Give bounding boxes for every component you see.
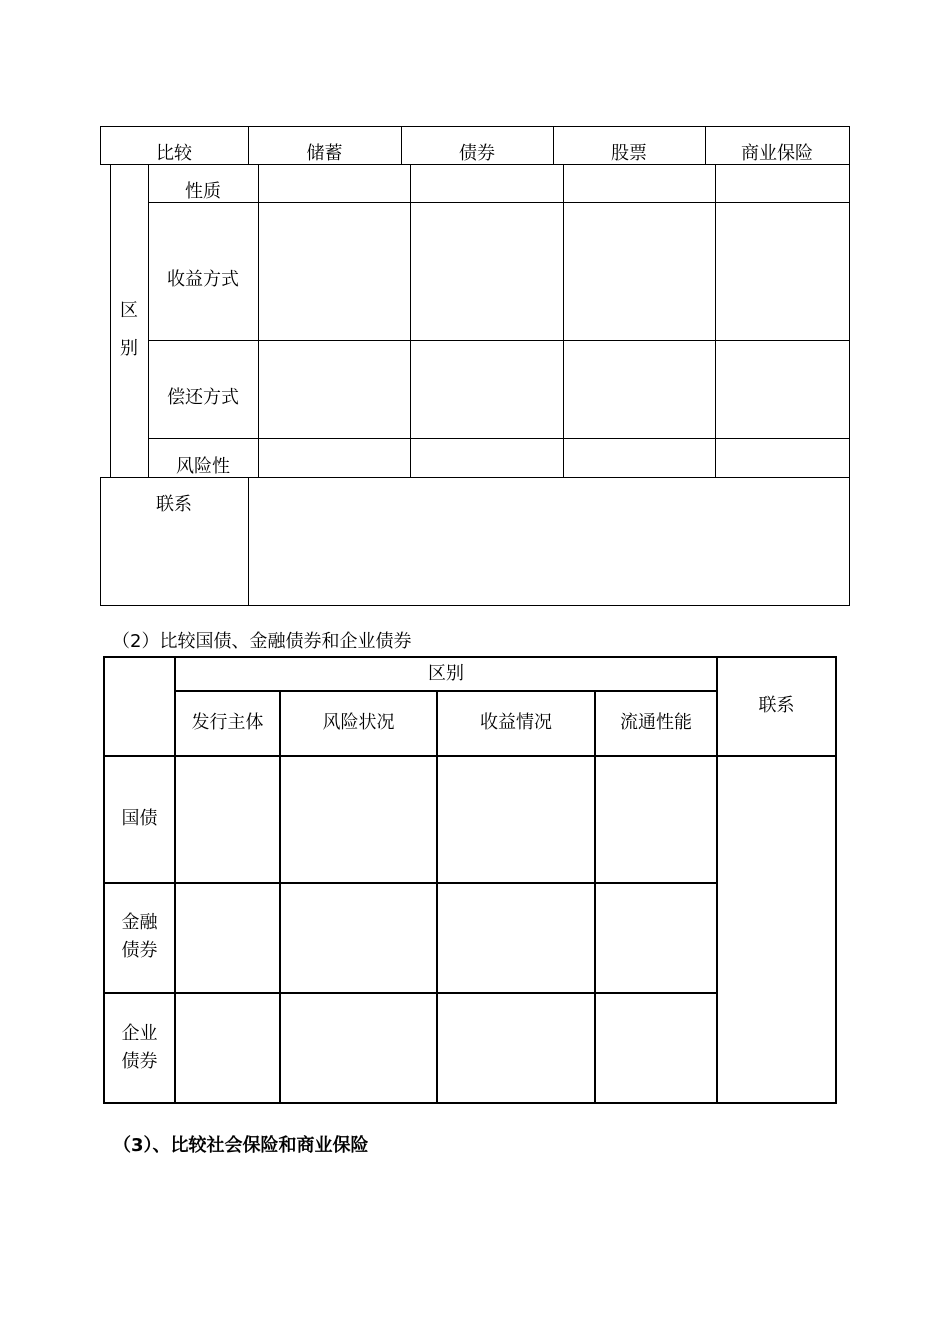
row-label-return-method: 收益方式 [167, 269, 239, 290]
section-3-title: （3）、比较社会保险和商业保险 [113, 1135, 369, 1156]
row-label-financial-bond-line-2: 债券 [121, 940, 158, 961]
header-commercial-insurance: 商业保险 [741, 143, 813, 164]
col-return-status: 收益情况 [480, 712, 552, 733]
header-bonds: 债券 [459, 143, 495, 164]
section-2-title: （2）比较国债、金融债券和企业债券 [112, 631, 412, 652]
link-label: 联系 [156, 494, 192, 515]
link-header: 联系 [758, 695, 795, 716]
diff-group-char-2: 别 [120, 338, 138, 359]
row-label-risk: 风险性 [176, 456, 230, 477]
row-label-financial-bond-line-1: 金融 [121, 912, 158, 933]
header-savings: 储蓄 [306, 143, 343, 164]
col-risk-status: 风险状况 [322, 712, 395, 733]
row-label-repayment-method: 偿还方式 [167, 387, 239, 408]
row-label-nature: 性质 [185, 181, 221, 202]
header-stocks: 股票 [611, 143, 647, 164]
diff-group-char-1: 区 [120, 300, 138, 321]
col-issuer: 发行主体 [191, 712, 264, 733]
col-liquidity: 流通性能 [620, 712, 692, 733]
row-label-treasury-bond: 国债 [121, 808, 158, 829]
diff-header: 区别 [428, 663, 464, 684]
row-label-corporate-bond-line-1: 企业 [121, 1023, 158, 1044]
header-compare: 比较 [156, 143, 192, 164]
row-label-corporate-bond-line-2: 债券 [121, 1051, 158, 1072]
